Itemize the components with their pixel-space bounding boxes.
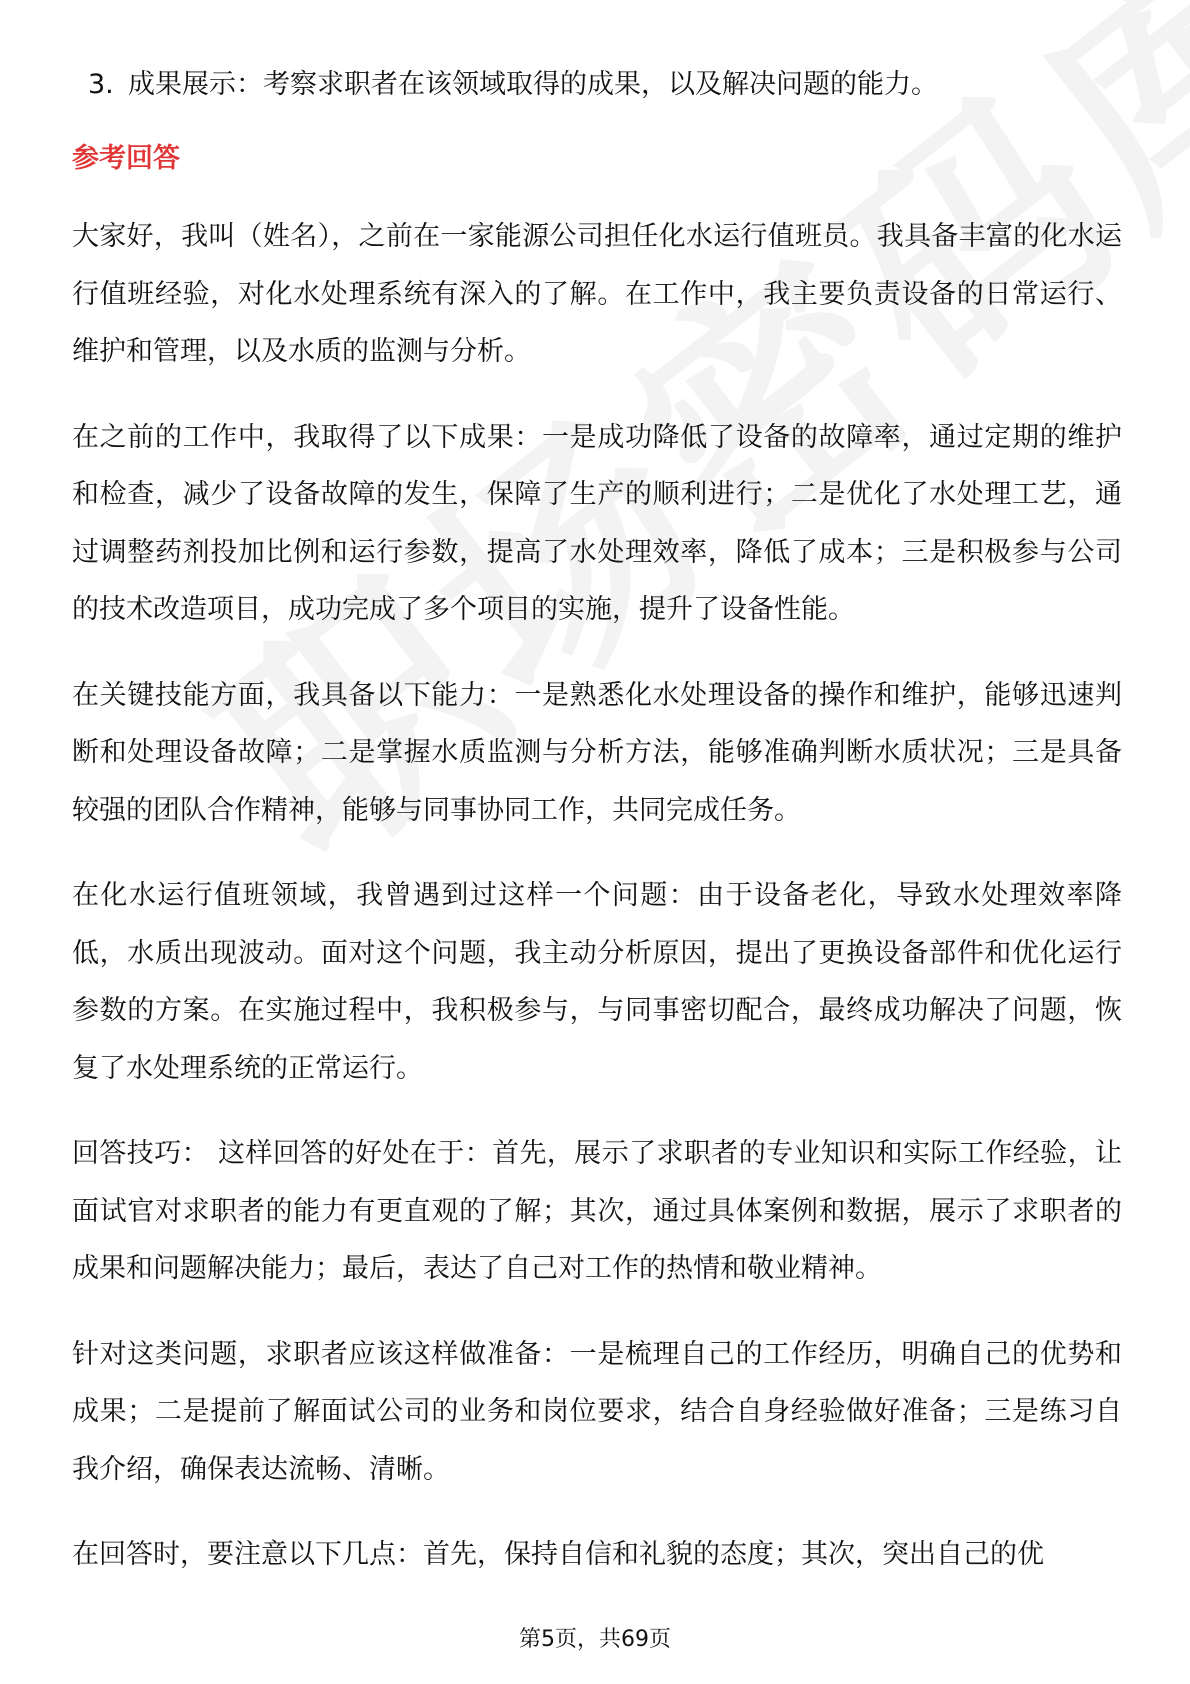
section-heading: 参考回答 bbox=[72, 143, 180, 174]
list-item-text: 成果展示：考察求职者在该领域取得的成果，以及解决问题的能力。 bbox=[128, 69, 938, 100]
list-item bbox=[72, 58, 1122, 112]
paragraph-skills: 在关键技能方面，我具备以下能力：一是熟悉化水处理设备的操作和维护，能够迅速判断和处理设备故障；二是掌握水质监测与分析方法，能够准确判断水质状况；三是具备较强的团队合作精神，能够与同事协同工作，共同完成任务。 bbox=[72, 679, 1122, 826]
page-content bbox=[72, 58, 1122, 1612]
paragraph-answer-tips: 回答技巧： 这样回答的好处在于：首先，展示了求职者的专业知识和实际工作经验，让面试官对求职者的能力有更直观的了解；其次，通过具体案例和数据，展示了求职者的成果和问题解决能力；最后，表达了自己对工作的热情和敬业精神。 bbox=[72, 1138, 1122, 1284]
paragraph-preparation: 针对这类问题，求职者应该这样做准备：一是梳理自己的工作经历，明确自己的优势和成果；二是提前了解面试公司的业务和岗位要求，结合自身经验做好准备；三是练习自我介绍，确保表达流畅、清晰。 bbox=[72, 1338, 1122, 1485]
paragraph-notes: 在回答时，要注意以下几点：首先，保持自信和礼貌的态度；其次，突出自己的优 bbox=[72, 1539, 1044, 1570]
list-item-number: 3. bbox=[88, 69, 114, 100]
page-number: 第5页，共69页 bbox=[519, 1627, 671, 1652]
paragraph-achievements: 在之前的工作中，我取得了以下成果：一是成功降低了设备的故障率，通过定期的维护和检查，减少了设备故障的发生，保障了生产的顺利进行；二是优化了水处理工艺，通过调整药剂投加比例和运行参数，提高了水处理效率，降低了成本；三是积极参与公司的技术改造项目，成功完成了多个项目的实施，提升了设备性能。 bbox=[72, 421, 1122, 625]
paragraph-intro: 大家好，我叫（姓名），之前在一家能源公司担任化水运行值班员。我具备丰富的化水运行值班经验，对化水处理系统有深入的了解。在工作中，我主要负责设备的日常运行、维护和管理，以及水质的监测与分析。 bbox=[72, 221, 1122, 367]
paragraph-problem: 在化水运行值班领域，我曾遇到过这样一个问题：由于设备老化，导致水处理效率降低，水质出现波动。面对这个问题，我主动分析原因，提出了更换设备部件和优化运行参数的方案。在实施过程中，我积极参与，与同事密切配合，最终成功解决了问题，恢复了水处理系统的正常运行。 bbox=[72, 880, 1122, 1084]
